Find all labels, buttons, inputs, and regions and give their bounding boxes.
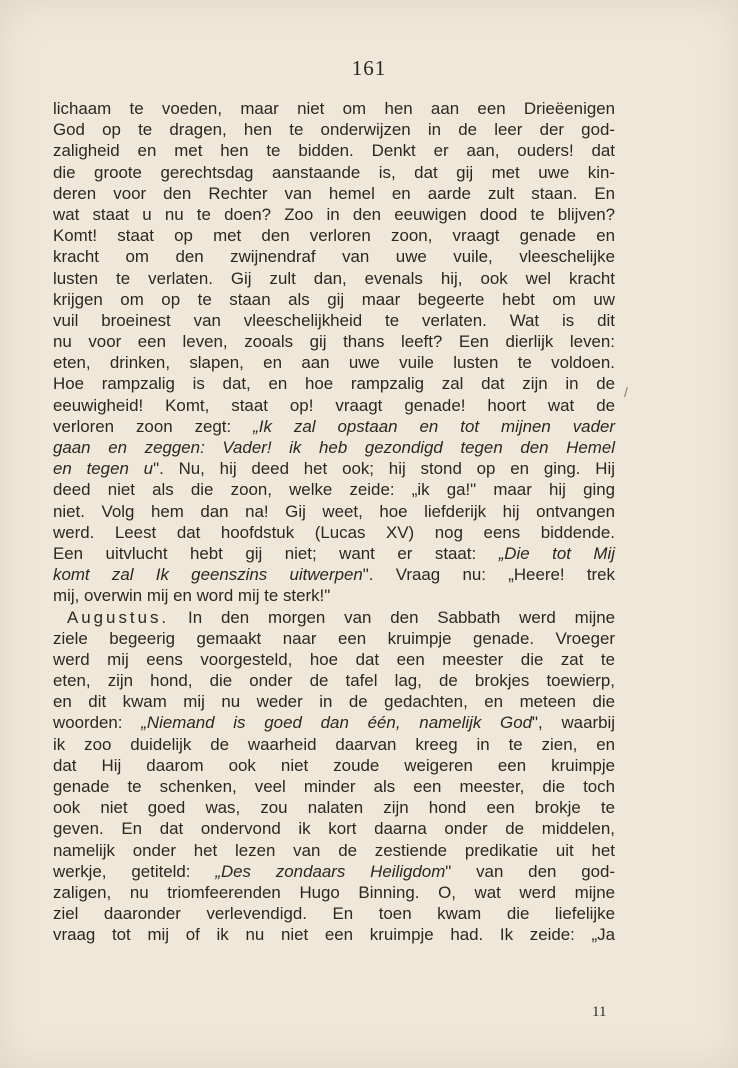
- text-segment: eten, zijn hond, die onder de tafel lag, de brokjes toewierp,: [53, 671, 615, 691]
- text-segment: vuil broeinest van vleeschelijkheid te verlaten. Wat is dit: [53, 310, 615, 330]
- text-segment: werd mij eens voorgesteld, hoe dat een meester die zat te: [53, 649, 615, 669]
- text-segment: ". Vraag nu: „Heere! trek: [362, 565, 615, 585]
- italic-quote: komt zal Ik geenszins uitwerpen: [53, 565, 363, 585]
- text-line: [53, 501, 615, 522]
- text-line: [53, 840, 615, 861]
- text-line: [53, 183, 615, 204]
- text-segment: lusten te verlaten. Gij zult dan, evenals hij, ook wel kracht: [53, 268, 615, 288]
- body-text: [53, 98, 615, 946]
- text-line: [53, 776, 615, 797]
- text-segment: mij, overwin mij en word mij te sterk!": [53, 586, 331, 606]
- text-segment: dat Hij daarom ook niet zoude weigeren een kruimpje: [53, 755, 615, 775]
- text-line: [53, 458, 615, 479]
- text-line: [53, 98, 615, 119]
- text-segment: verloren zoon zegt:: [53, 416, 254, 436]
- italic-quote: „Niemand is goed dan één, namelijk God: [141, 713, 532, 733]
- text-segment: krijgen om op te staan als gij maar begeerte hebt om uw: [53, 289, 615, 309]
- text-segment: ik zoo duidelijk de waarheid daarvan kreeg in te zien, en: [53, 734, 615, 754]
- text-segment: genade te schenken, veel minder als een meester, die toch: [53, 777, 615, 796]
- text-segment: deed niet als die zoon, welke zeide: „ik ga!" maar hij ging: [53, 480, 615, 500]
- text-segment: zaligen, nu triomfeerenden Hugo Binning. O, wat werd mijne: [53, 882, 615, 902]
- text-line: [53, 162, 615, 183]
- text-line: [53, 331, 615, 352]
- text-segment: ziele begeerig gemaakt naar een kruimpje genade. Vroeger: [53, 628, 615, 648]
- text-line: [53, 924, 615, 945]
- italic-quote: „Ik zal opstaan en tot mijnen vader: [253, 416, 615, 436]
- text-segment: nu voor een leven, zooals gij thans leeft? Een dierlijk leven:: [53, 332, 615, 352]
- text-segment: werd. Leest dat hoofdstuk (Lucas XV) nog eens biddende.: [53, 522, 615, 542]
- text-line: [53, 437, 615, 458]
- margin-mark: /: [624, 384, 628, 400]
- text-line: [53, 903, 615, 924]
- text-line: [53, 564, 615, 585]
- text-segment: vraag tot mij of ik nu niet een kruimpje had. Ik zeide: „Ja: [53, 925, 615, 945]
- text-segment: In den morgen van den Sabbath werd mijne: [169, 607, 615, 627]
- text-segment: ", waarbij: [532, 713, 615, 733]
- text-line: [53, 670, 615, 691]
- text-line: [53, 522, 615, 543]
- text-segment: Een uitvlucht hebt gij niet; want er staat:: [53, 543, 499, 563]
- text-line: [53, 712, 615, 733]
- text-line: [53, 395, 615, 416]
- text-segment: ". Nu, hij deed het ook; hij stond op en ging. Hij: [153, 459, 615, 479]
- text-segment: God op te dragen, hen te onderwijzen in de leer der god-: [53, 120, 615, 140]
- text-segment: geven. En dat ondervond ik kort daarna onder de middelen,: [53, 819, 615, 839]
- page-number: 161: [351, 56, 387, 80]
- text-line: [53, 797, 615, 818]
- text-line: [53, 691, 615, 712]
- text-segment: eeuwigheid! Komt, staat op! vraagt genade! hoort wat de: [53, 395, 615, 415]
- italic-quote: „Des zondaars Heiligdom: [215, 861, 446, 881]
- text-segment: Komt! staat op met den verloren zoon, vraagt genade en: [53, 226, 615, 246]
- text-line: [53, 543, 615, 564]
- text-line: [53, 755, 615, 776]
- text-line: [53, 204, 615, 225]
- italic-quote: gaan en zeggen: Vader! ik heb gezondigd tegen den Hemel: [53, 438, 615, 457]
- text-segment: zaligheid en met hen te bidden. Denkt er aan, ouders! dat: [53, 141, 615, 161]
- text-line: [53, 882, 615, 903]
- text-line: [53, 310, 615, 331]
- text-segment: wat staat u nu te doen? Zoo in den eeuwigen dood te blijven?: [53, 204, 615, 224]
- text-segment: niet. Volg hem dan na! Gij weet, hoe liefderijk hij ontvangen: [53, 501, 615, 521]
- text-line: [53, 734, 615, 755]
- text-segment: lichaam te voeden, maar niet om hen aan een Drieëenigen: [53, 99, 615, 118]
- text-line: [53, 140, 615, 161]
- text-line: [53, 416, 615, 437]
- text-segment: kracht om den zwijnendraf van uwe vuile, vleeschelijke: [53, 247, 615, 267]
- text-line: [53, 373, 615, 394]
- text-segment: werkje, getiteld:: [53, 861, 216, 881]
- text-line: [53, 289, 615, 310]
- text-line: [53, 479, 615, 500]
- italic-quote: en tegen u: [53, 459, 154, 479]
- text-segment: woorden:: [53, 713, 142, 733]
- spaced-date: Augustus.: [67, 607, 170, 627]
- text-segment: die groote gerechtsdag aanstaande is, dat gij met uwe kin-: [53, 162, 615, 182]
- italic-quote: „Die tot Mij: [498, 543, 615, 563]
- text-line: [53, 818, 615, 839]
- text-segment: ziel daaronder verlevendigd. En toen kwam die liefelijke: [53, 904, 615, 924]
- text-segment: namelijk onder het lezen van de zestiende predikatie uit het: [53, 840, 615, 860]
- text-segment: ook niet goed was, zou nalaten zijn hond een brokje te: [53, 798, 615, 818]
- text-line: [53, 119, 615, 140]
- text-line: [53, 225, 615, 246]
- text-line: [53, 649, 615, 670]
- text-segment: Hoe rampzalig is dat, en hoe rampzalig zal dat zijn in de: [53, 374, 615, 394]
- text-line: [53, 628, 615, 649]
- text-line: [53, 246, 615, 267]
- text-line: [53, 585, 615, 606]
- text-line: [53, 607, 615, 628]
- text-line: [53, 268, 615, 289]
- text-line: [53, 352, 615, 373]
- text-segment: " van den god-: [445, 861, 616, 881]
- signature-mark: 11: [592, 1004, 607, 1020]
- text-segment: en dit kwam mij nu weder in de gedachten, en meteen die: [53, 692, 615, 712]
- text-line: [53, 861, 615, 882]
- text-segment: eten, drinken, slapen, en aan uwe vuile lusten te voldoen.: [53, 353, 615, 373]
- text-segment: deren voor den Rechter van hemel en aarde zult staan. En: [53, 183, 615, 203]
